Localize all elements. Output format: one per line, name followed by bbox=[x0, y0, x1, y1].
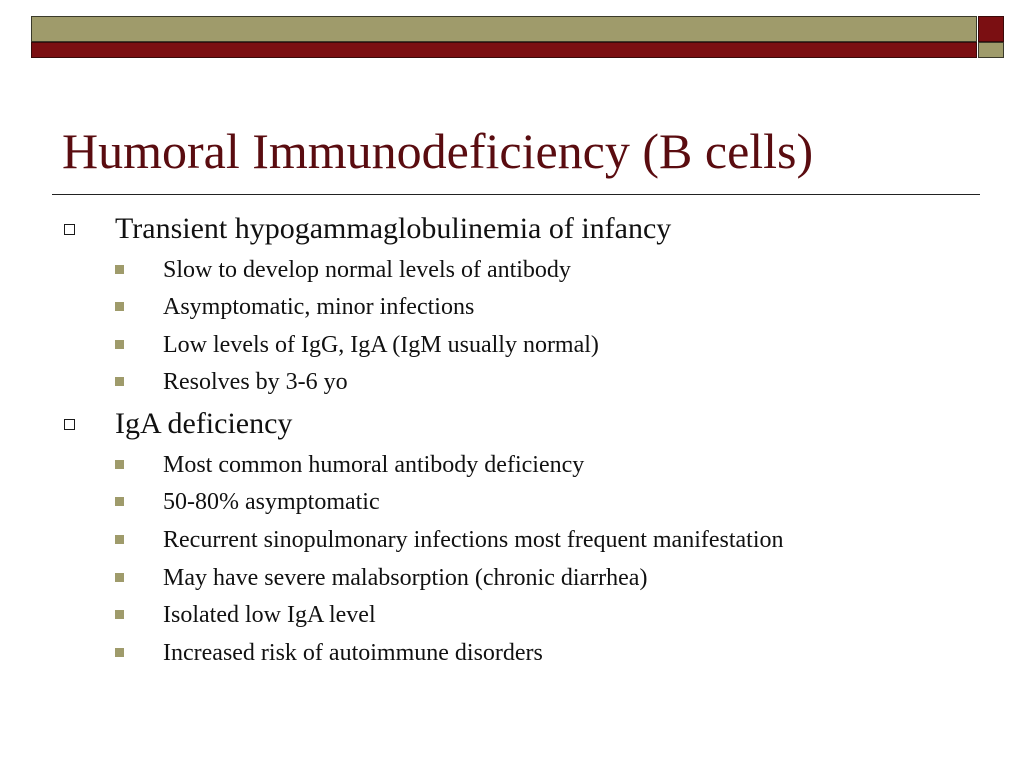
filled-square-bullet-icon bbox=[115, 340, 124, 349]
section-heading-bullet bbox=[64, 408, 964, 444]
list-item bbox=[115, 451, 975, 481]
title-divider bbox=[52, 194, 980, 195]
filled-square-bullet-icon bbox=[115, 302, 124, 311]
list-item bbox=[115, 639, 975, 669]
header-bar-maroon bbox=[31, 42, 977, 58]
section-heading: Transient hypogammaglobulinemia of infancy bbox=[115, 212, 672, 245]
header-corner-maroon bbox=[978, 16, 1004, 42]
filled-square-bullet-icon bbox=[115, 497, 124, 506]
filled-square-bullet-icon bbox=[115, 535, 124, 544]
filled-square-bullet-icon bbox=[115, 377, 124, 386]
list-item-text: May have severe malabsorption (chronic diarrhea) bbox=[163, 565, 648, 591]
hollow-square-bullet-icon bbox=[64, 419, 75, 430]
list-item bbox=[115, 488, 975, 518]
section-heading: IgA deficiency bbox=[115, 407, 293, 440]
section-heading-bullet bbox=[64, 213, 964, 249]
list-item-text: Asymptomatic, minor infections bbox=[163, 294, 475, 320]
filled-square-bullet-icon bbox=[115, 610, 124, 619]
filled-square-bullet-icon bbox=[115, 573, 124, 582]
list-item bbox=[115, 601, 975, 631]
hollow-square-bullet-icon bbox=[64, 224, 75, 235]
list-item bbox=[115, 256, 975, 286]
header-corner-olive bbox=[978, 42, 1004, 58]
filled-square-bullet-icon bbox=[115, 265, 124, 274]
list-item-text: Slow to develop normal levels of antibody bbox=[163, 257, 571, 283]
list-item-text: Recurrent sinopulmonary infections most frequent manifestation bbox=[163, 527, 784, 553]
list-item-text: Increased risk of autoimmune disorders bbox=[163, 640, 543, 666]
list-item-text: Isolated low IgA level bbox=[163, 602, 376, 628]
list-item bbox=[115, 368, 975, 398]
list-item bbox=[115, 526, 975, 556]
list-item bbox=[115, 331, 975, 361]
header-bar-olive bbox=[31, 16, 977, 42]
list-item-text: Most common humoral antibody deficiency bbox=[163, 452, 585, 478]
list-item bbox=[115, 564, 975, 594]
slide-title: Humoral Immunodeficiency (B cells) bbox=[62, 123, 814, 179]
filled-square-bullet-icon bbox=[115, 460, 124, 469]
list-item-text: 50-80% asymptomatic bbox=[163, 489, 380, 515]
list-item-text: Resolves by 3-6 yo bbox=[163, 369, 348, 395]
list-item bbox=[115, 293, 975, 323]
filled-square-bullet-icon bbox=[115, 648, 124, 657]
list-item-text: Low levels of IgG, IgA (IgM usually normal) bbox=[163, 332, 599, 358]
